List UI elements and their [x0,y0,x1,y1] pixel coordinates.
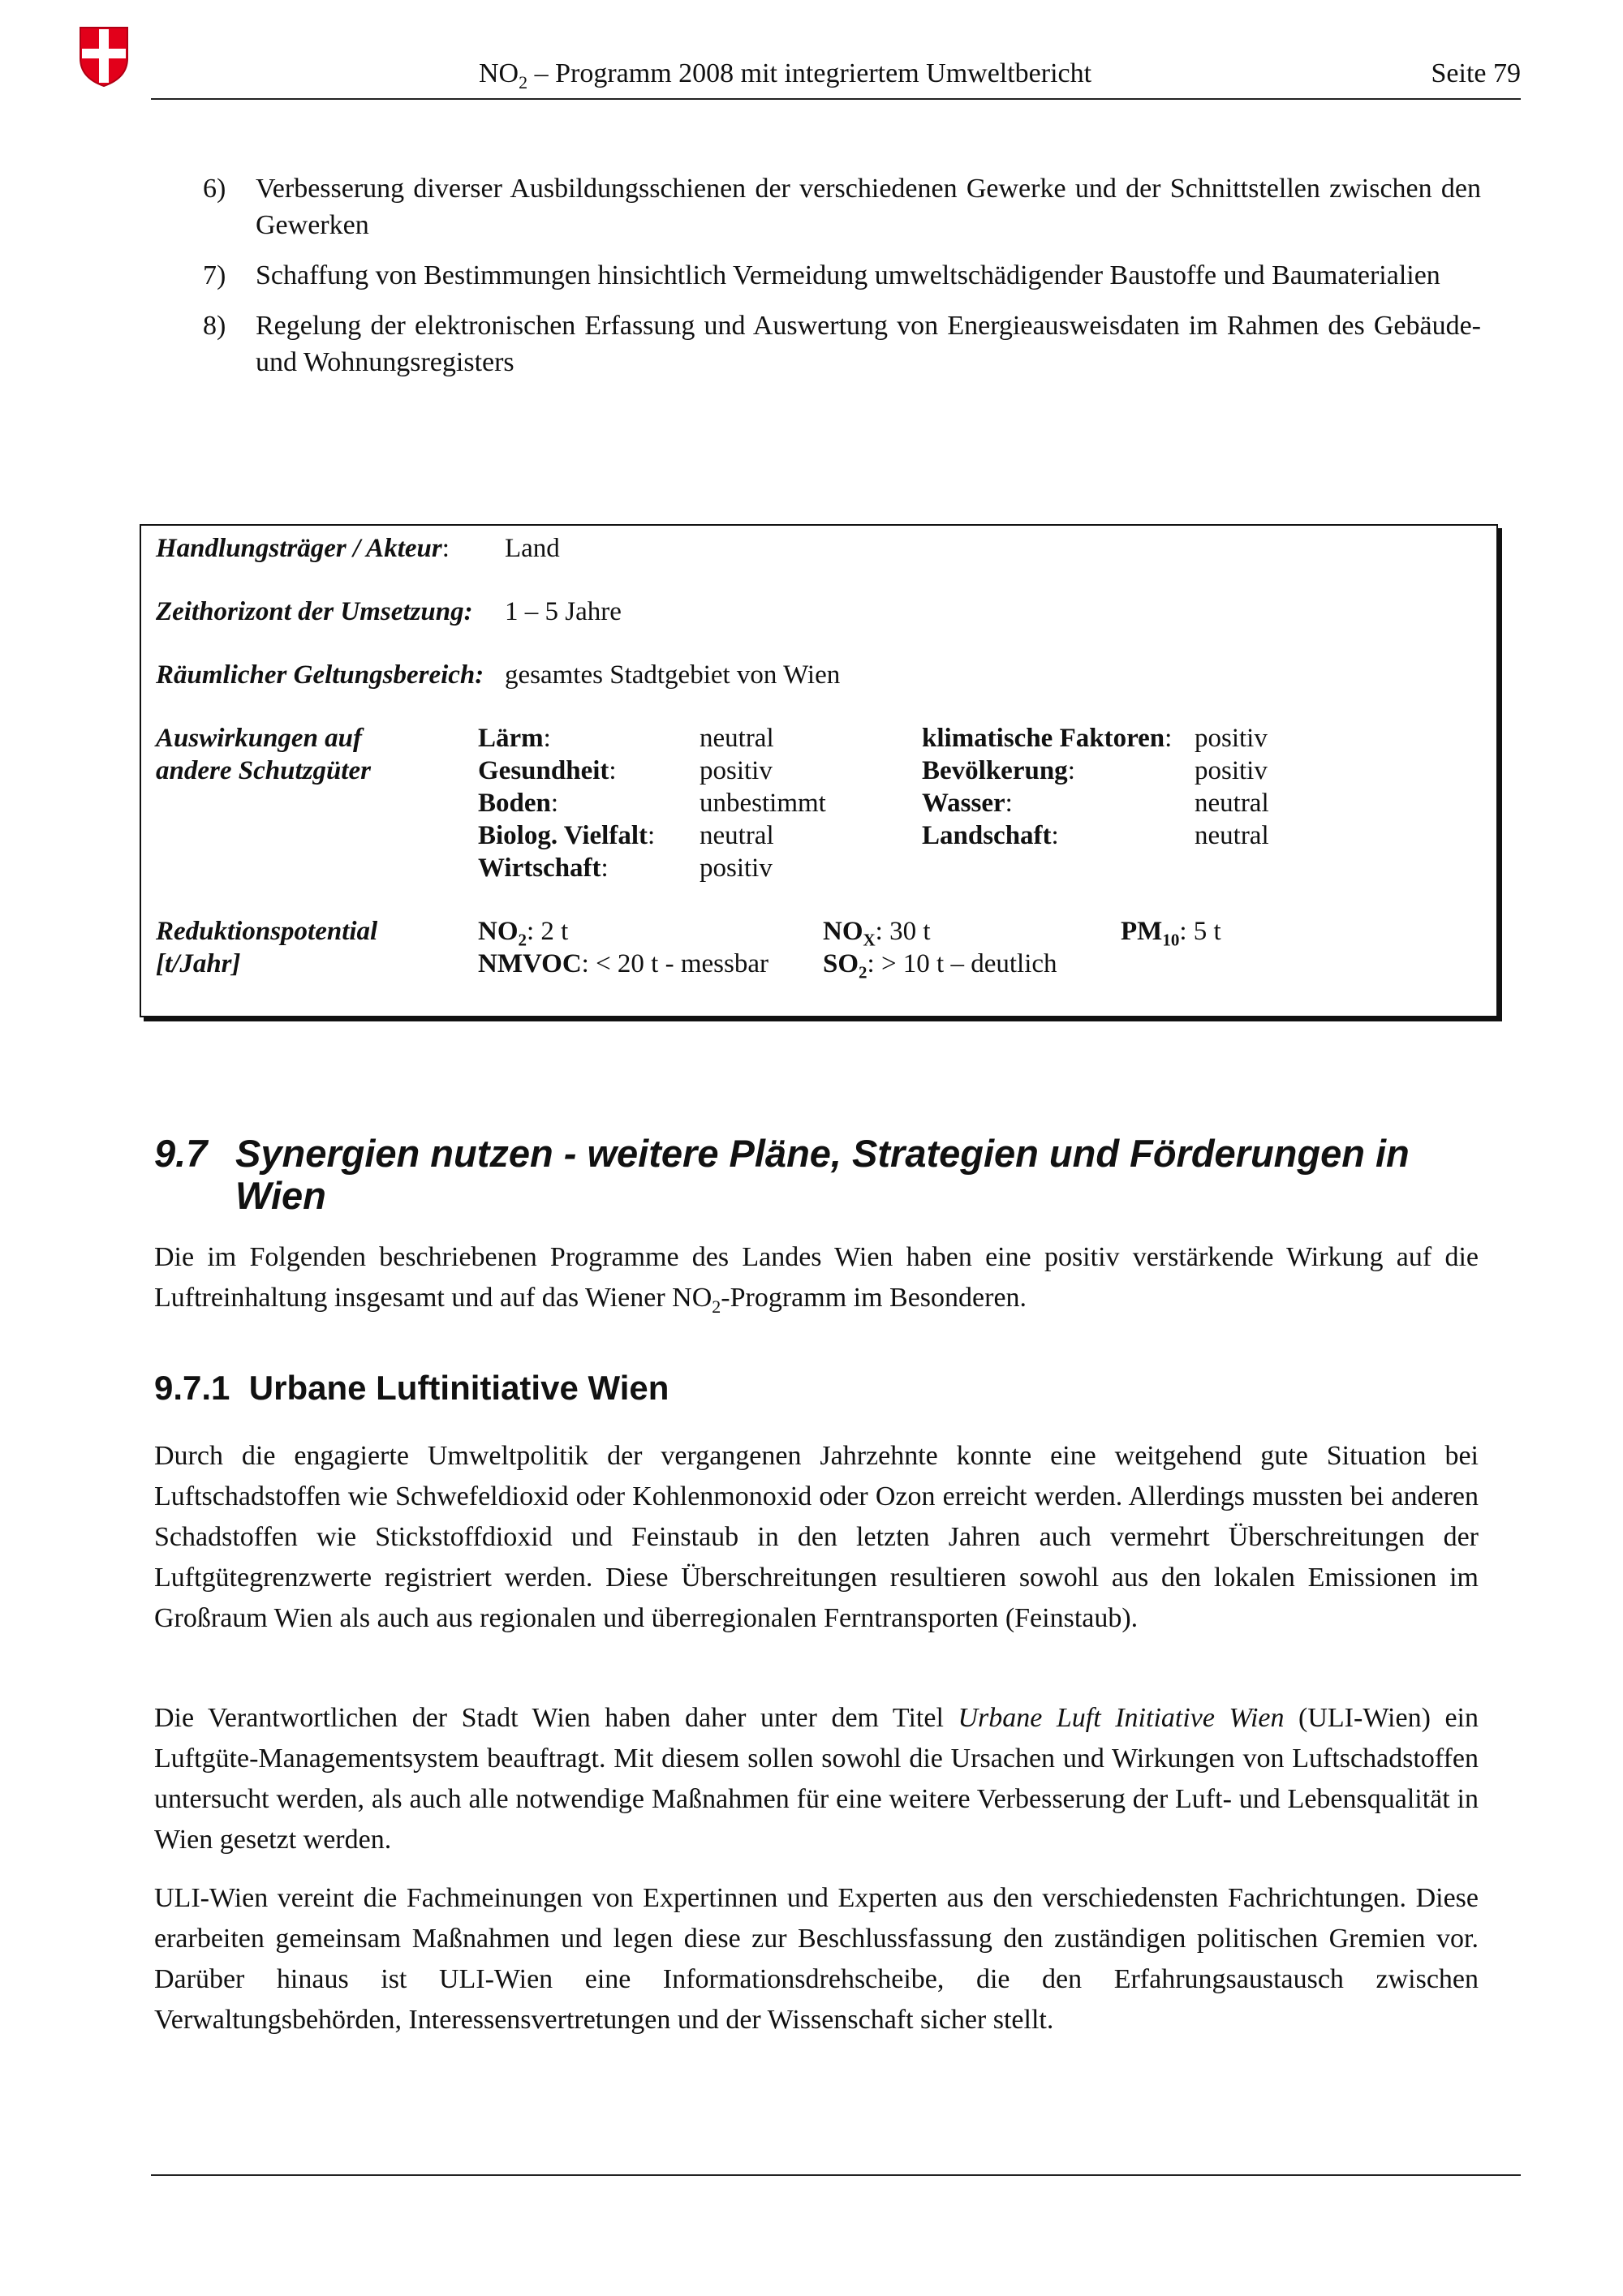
impact-name: Biolog. Vielfalt: [478,821,656,850]
list-item-number: 8) [203,311,226,341]
reduktion-label-line1: Reduktionspotential [156,917,378,946]
reduktion-nox: $NO_X$: 30 t [823,917,931,950]
zeithorizont-label: Zeithorizont der Umsetzung: [156,597,473,626]
impact-value: neutral [1195,821,1269,850]
list-item-number: 6) [203,174,226,204]
reduktion-pm10: $PM_{10}$: 5 t [1121,917,1221,950]
impact-name: Wirtschaft: [478,853,609,883]
body-paragraph: Durch die engagierte Umweltpolitik der vergangenen Jahrzehnte konnte eine weitgehend gute Situation bei Luftschadstoffen wie Schwefeldioxid oder Kohlenmonoxid oder Ozon erreicht werden. Allerdings mussten bei anderen Schadstoffen wie Stickstoffdioxid und Feinstaub in den letzten Jahren auch vermehrt Überschreitungen der Luftgütegrenzwerte registriert werden. Diese Überschreitungen resultieren sowohl aus den lokalen Emissionen im Großraum Wien als auch aus regionalen und überregionalen Ferntransporten (Feinstaub). [154,1441,1479,1633]
section-heading [154,1133,1518,1217]
subsection-heading [154,1369,669,1408]
akteur-value: Land [505,534,560,563]
auswirkungen-label-line2: andere Schutzgüter [156,756,371,785]
section-intro-paragraph: Die im Folgenden beschriebenen Programme des Landes Wien haben eine positiv verstärkende Wirkung auf die Luftreinhaltung insgesamt und auf das Wiener $NO_2$-Programm im Besonderen. [154,1242,1479,1317]
impact-value: neutral [700,724,774,753]
list-item [203,257,1481,294]
reduktion-nmvoc: NMVOC: < 20 t - messbar [478,949,768,978]
subsection-title: Urbane Luftinitiative Wien [248,1369,669,1407]
body-paragraph: ULI-Wien vereint die Fachmeinungen von Expertinnen und Experten aus den verschiedensten Fachrichtungen. Diese erarbeiten gemeinsam Maßnahmen und legen diese zur Beschlussfassung den zuständigen politischen Gremien vor. Darüber hinaus ist ULI-Wien eine Informationsdrehscheibe, die den Erfahrungsaustausch zwischen Verwaltungsbehörden, Interessensvertretungen und der Wissenschaft sicher stellt. [154,1883,1479,2035]
impact-name: Boden: [478,789,559,818]
page-number: Seite 79 [1431,58,1521,88]
section-title-line1: Synergien nutzen - weitere Pläne, Strategien und Förderungen in [235,1132,1410,1175]
akteur-label: Handlungsträger / Akteur [156,534,442,563]
vienna-coat-of-arms-logo [79,26,129,88]
impact-name: klimatische Faktoren: [922,724,1173,753]
list-item-number: 7) [203,260,226,290]
section-title-line2: Wien [235,1174,326,1217]
akteur-row: Handlungsträger / Akteur: [156,534,450,563]
header-divider [151,98,1521,100]
body-paragraph: Die Verantwortlichen der Stadt Wien haben daher unter dem Titel Urbane Luft Initiative Wien (ULI-Wien) ein Luftgüte-Managementsystem beauftragt. Mit diesem sollen sowohl die Ursachen und Wirkungen von Luftschadstoffen untersucht werden, als auch alle notwendige Maßnahmen für eine weitere Verbesserung der Luft- und Lebensqualität in Wien gesetzt werden. [154,1703,1479,1855]
reduktion-no2: $NO_2$: 2 t [478,917,569,950]
list-item [203,170,1481,243]
geltungsbereich-value: gesamtes Stadtgebiet von Wien [505,660,841,690]
subsection-number: 9.7.1 [154,1369,230,1407]
list-item [203,307,1481,381]
reduktion-label-line2: [t/Jahr] [156,949,241,978]
impact-value: positiv [1195,756,1268,785]
list-item-text: Schaffung von Bestimmungen hinsichtlich Vermeidung umweltschädigender Baustoffe und Baumaterialien [256,260,1440,290]
impact-value: neutral [700,821,774,850]
impact-name: Gesundheit: [478,756,617,785]
impact-name: Lärm: [478,724,551,753]
impact-value: positiv [700,756,773,785]
list-item-text: Regelung der elektronischen Erfassung und Auswertung von Energieausweisdaten im Rahmen des Gebäude- und Wohnungsregisters [256,311,1481,377]
zeithorizont-value: 1 – 5 Jahre [505,597,622,626]
measure-list [203,170,1481,394]
measure-info-box [140,524,1498,1017]
reduktion-so2: $SO_2$: > 10 t – deutlich [823,949,1057,982]
impact-value: positiv [700,853,773,883]
impact-value: positiv [1195,724,1268,753]
impact-name: Wasser: [922,789,1013,818]
footer-divider [151,2174,1521,2176]
geltungsbereich-label: Räumlicher Geltungsbereich: [156,660,484,690]
header-title: $NO_2$ – Programm 2008 mit integriertem Umweltbericht [479,58,1092,92]
impact-name: Landschaft: [922,821,1059,850]
auswirkungen-label-line1: Auswirkungen auf [156,724,363,753]
section-number: 9.7 [154,1132,208,1175]
impact-value: neutral [1195,789,1269,818]
impact-name: Bevölkerung: [922,756,1075,785]
list-item-text: Verbesserung diverser Ausbildungsschienen der verschiedenen Gewerke und der Schnittstellen zwischen den Gewerken [256,174,1481,240]
impact-value: unbestimmt [700,789,826,818]
